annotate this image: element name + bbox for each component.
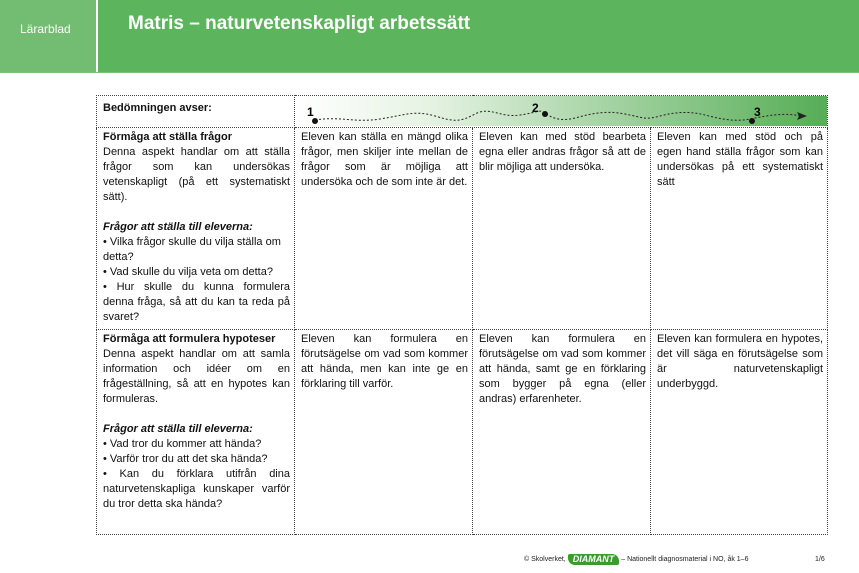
assessment-matrix: [96, 95, 828, 535]
diamant-logo: DIAMANT: [568, 554, 620, 565]
level-3-label: 3: [754, 105, 761, 119]
aspect-cell: [97, 330, 295, 535]
matrix-row-questions: [97, 128, 828, 330]
level-1-cell: Eleven kan ställa en mängd olika frågor, men skiljer inte mellan de frågor som är möjliga att undersöka och de som inte är det.: [295, 128, 473, 330]
question-item: • Hur skulle du kunna formulera denna fråga, så att du kan ta reda på svaret?: [103, 281, 290, 323]
level-2-label: 2: [532, 101, 539, 115]
question-item: • Kan du förklara utifrån dina naturvetenskapliga kunskaper varför du tror detta ska hända?: [103, 468, 290, 510]
level-1-cell: Eleven kan formulera en förutsägelse om vad som kommer att hända, men kan inte ge en förklaring till varför.: [295, 330, 473, 535]
level-2-cell: Eleven kan formulera en förutsägelse om vad som kommer att hända, samt ge en förklaring som bygger på egna (eller andras) erfarenheter.: [473, 330, 651, 535]
matrix-header-row: [97, 96, 828, 128]
aspect-title: Förmåga att formulera hypoteser: [103, 333, 276, 345]
assessment-label: Bedömningen avser:: [97, 96, 295, 128]
aspect-title: Förmåga att ställa frågor: [103, 131, 232, 143]
page-title: Matris – naturvetenskapligt arbetssätt: [98, 0, 859, 72]
aspect-description: Denna aspekt handlar om att samla information och idéer om en frågeställning, så att en hypotes kan formuleras.: [103, 348, 290, 405]
question-item: • Vad tror du kommer att hända?: [103, 438, 262, 450]
page-number: 1/6: [815, 556, 825, 563]
questions-title: Frågor att ställa till eleverna:: [103, 221, 253, 233]
footer-text: – Nationellt diagnosmaterial i NO, åk 1–6: [621, 556, 749, 563]
question-item: • Vilka frågor skulle du vilja ställa om detta?: [103, 236, 281, 263]
progression-arrow: [295, 96, 828, 128]
header-rule: [0, 72, 859, 73]
question-item: • Varför tror du att det ska hända?: [103, 453, 268, 465]
footer: [524, 554, 748, 565]
level-1-label: 1: [307, 105, 314, 119]
footer-copyright: © Skolverket,: [524, 556, 566, 563]
header-tag: Lärarblad: [0, 0, 96, 72]
aspect-description: Denna aspekt handlar om att ställa frågor som kan undersökas vetenskapligt (på ett systematiskt sätt).: [103, 146, 290, 203]
aspect-cell: [97, 128, 295, 330]
matrix-row-hypotheses: [97, 330, 828, 535]
question-item: • Vad skulle du vilja veta om detta?: [103, 266, 273, 278]
questions-title: Frågor att ställa till eleverna:: [103, 423, 253, 435]
level-2-dot: [542, 111, 548, 117]
level-3-cell: Eleven kan med stöd och på egen hand ställa frågor som kan undersökas på ett systematiskt sätt: [651, 128, 828, 330]
level-3-cell: Eleven kan formulera en hypotes, det vill säga en förutsägelse som är naturvetenskapligt underbyggd.: [651, 330, 828, 535]
arrow-gradient-band: [295, 96, 827, 126]
level-2-cell: Eleven kan med stöd bearbeta egna eller andras frågor så att de blir möjliga att undersöka.: [473, 128, 651, 330]
progression-arrow-graphic: [295, 96, 827, 126]
